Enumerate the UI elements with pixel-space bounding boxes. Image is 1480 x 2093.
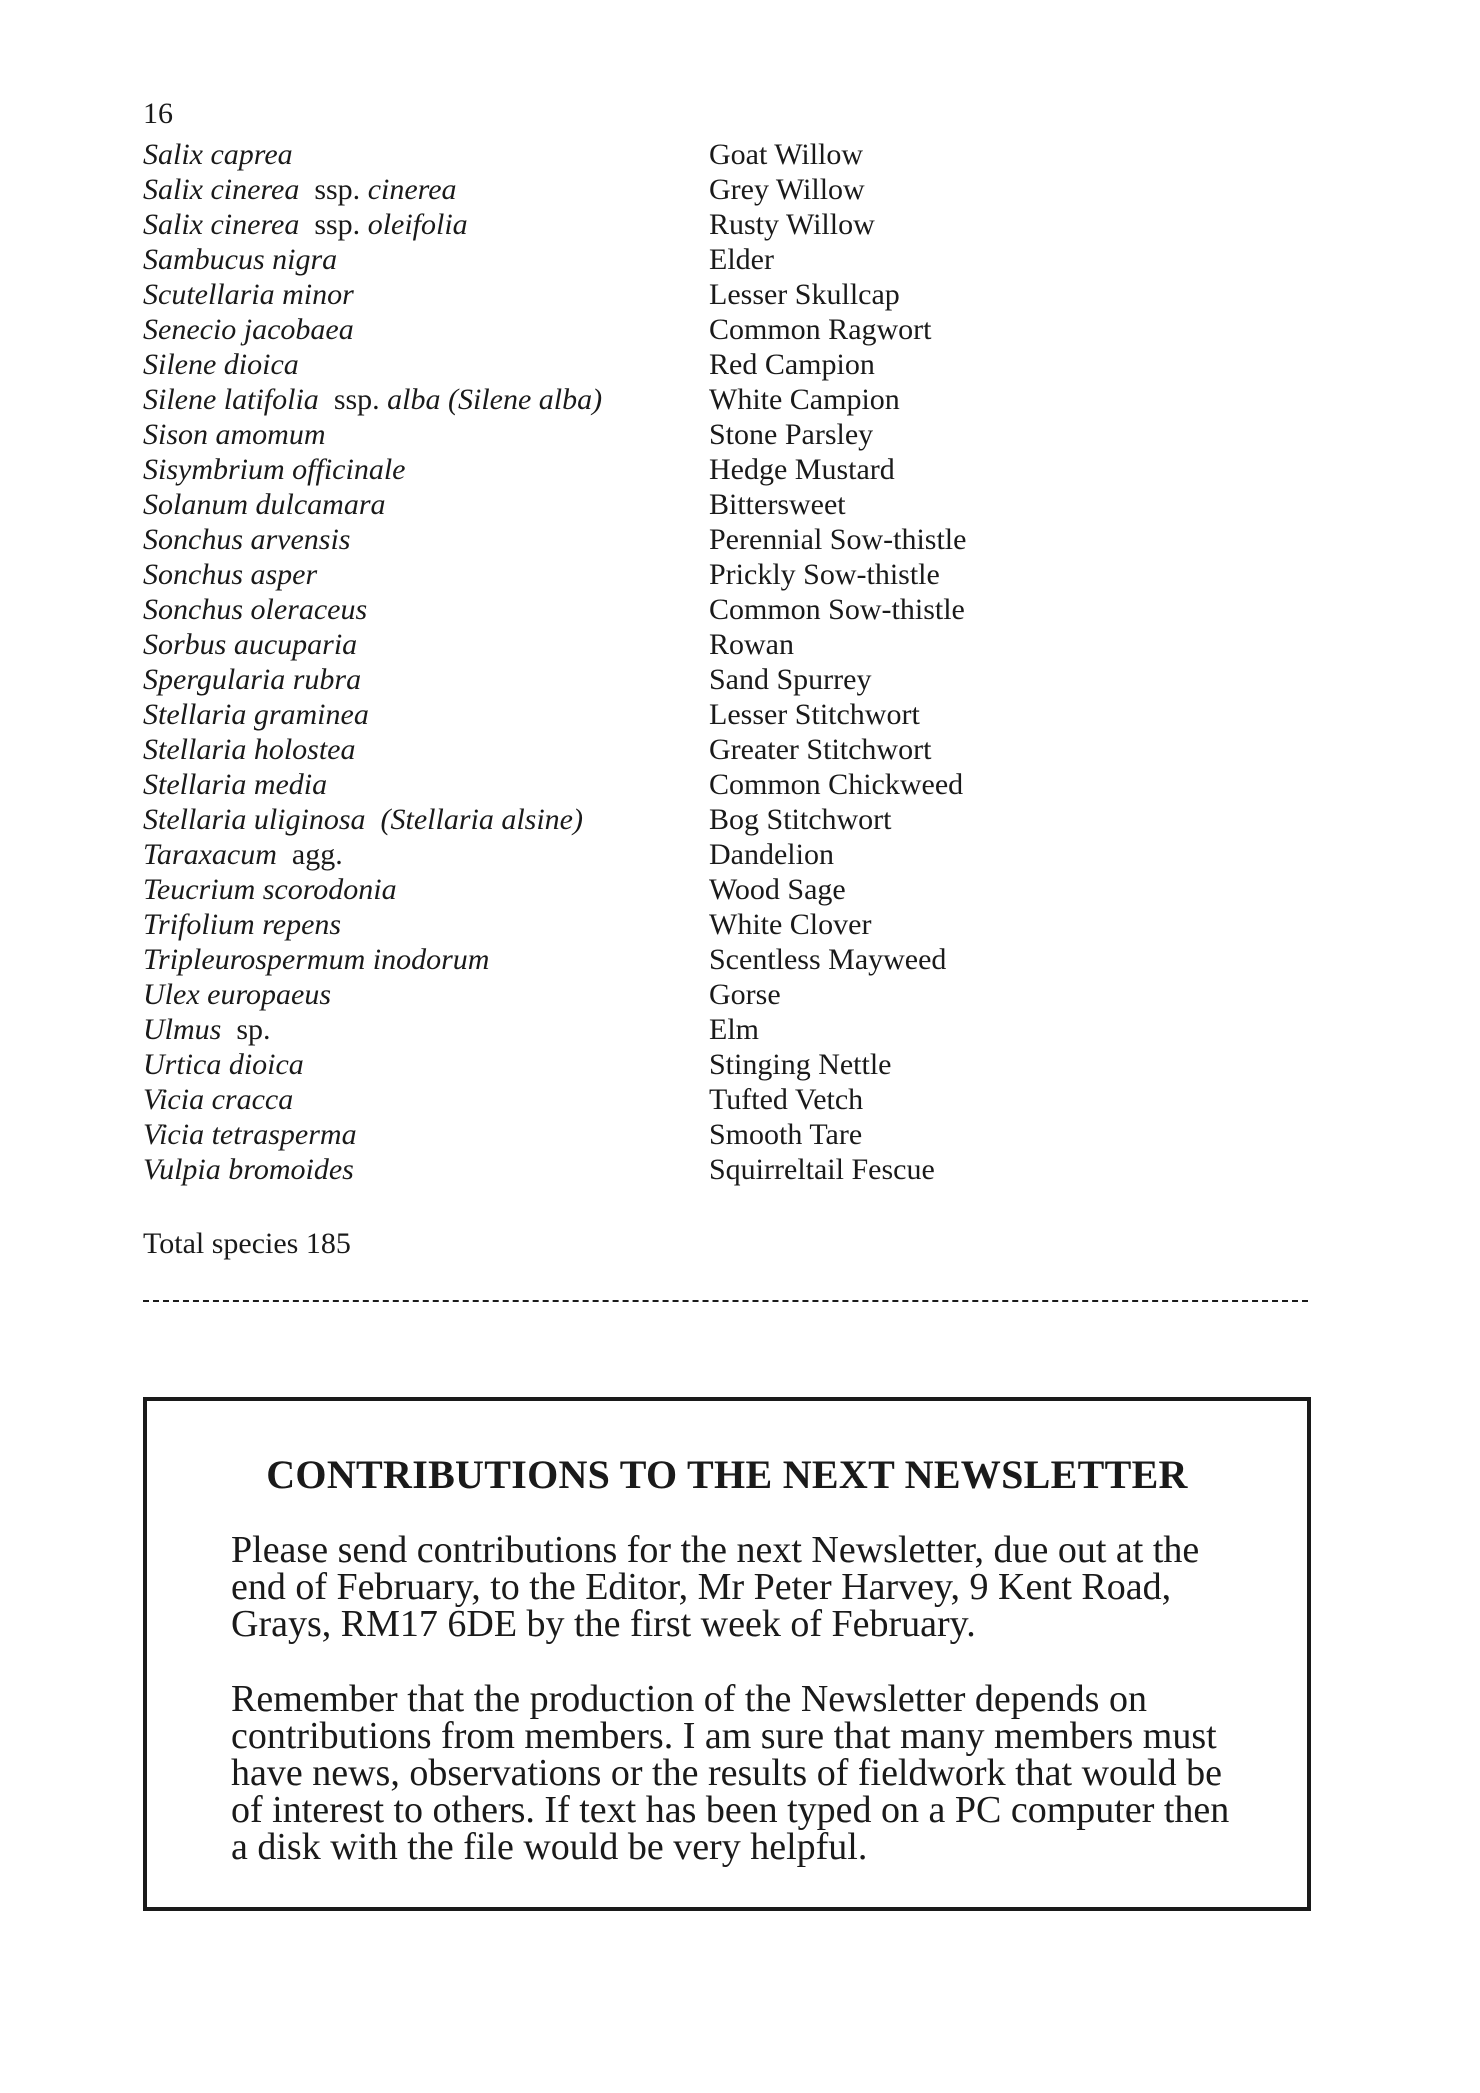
species-row: [143, 452, 1043, 487]
common-name: Prickly Sow-thistle: [709, 558, 940, 591]
common-name: Wood Sage: [709, 873, 846, 906]
common-name: Hedge Mustard: [709, 453, 895, 486]
common-name: Tufted Vetch: [709, 1083, 864, 1116]
latin-name-part: Silene latifolia: [143, 383, 319, 416]
common-name: Goat Willow: [709, 138, 864, 171]
latin-name-part: ssp.: [318, 383, 388, 416]
latin-name: [143, 767, 709, 802]
common-name: Rusty Willow: [709, 208, 875, 241]
latin-name: [143, 802, 709, 837]
contributions-box: [143, 1397, 1311, 1911]
latin-name: [143, 662, 709, 697]
species-row: [143, 697, 1043, 732]
latin-name-part: Senecio jacobaea: [143, 313, 354, 346]
species-row: [143, 627, 1043, 662]
latin-name-part: Sambucus nigra: [143, 243, 338, 276]
latin-name-part: Salix caprea: [143, 138, 293, 171]
species-row: [143, 137, 1043, 172]
latin-name: [143, 382, 709, 417]
latin-name-part: Trifolium repens: [143, 908, 342, 941]
common-name: Stone Parsley: [709, 418, 874, 451]
latin-name: [143, 277, 709, 312]
latin-name-part: Stellaria holostea: [143, 733, 356, 766]
latin-name: [143, 1012, 709, 1047]
species-row: [143, 802, 1043, 837]
latin-name: [143, 907, 709, 942]
species-row: [143, 732, 1043, 767]
latin-name: [143, 417, 709, 452]
common-name: Perennial Sow-thistle: [709, 523, 967, 556]
latin-name-part: Vicia tetrasperma: [143, 1118, 357, 1151]
latin-name: [143, 1047, 709, 1082]
species-row: [143, 487, 1043, 522]
latin-name: [143, 1152, 709, 1187]
contributions-paragraph-1: Please send contributions for the next Newsletter, due out at the end of February, to the Editor, Mr Peter Harvey, 9 Kent Road, Grays, RM17 6DE by the first week of February.: [231, 1529, 1200, 1645]
latin-name-part: agg.: [276, 838, 343, 871]
species-row: [143, 557, 1043, 592]
latin-name-part: Ulmus: [143, 1013, 222, 1046]
latin-name-part: Vulpia bromoides: [143, 1153, 354, 1186]
latin-name-part: Stellaria graminea: [143, 698, 369, 731]
common-name: Common Chickweed: [709, 768, 964, 801]
common-name: Dandelion: [709, 838, 834, 871]
common-name: White Clover: [709, 908, 872, 941]
common-name: Sand Spurrey: [709, 663, 872, 696]
dashed-divider: [143, 1300, 1308, 1302]
latin-name: [143, 977, 709, 1012]
latin-name: [143, 592, 709, 627]
latin-name-part: alba (Silene alba): [387, 383, 603, 416]
species-row: [143, 872, 1043, 907]
common-name: Bittersweet: [709, 488, 846, 521]
latin-name: [143, 732, 709, 767]
latin-name: [143, 347, 709, 382]
common-name: Elder: [709, 243, 774, 276]
species-row: [143, 242, 1043, 277]
latin-name: [143, 172, 709, 207]
species-row: [143, 522, 1043, 557]
latin-name-part: Teucrium scorodonia: [143, 873, 397, 906]
latin-name: [143, 452, 709, 487]
species-row: [143, 1047, 1043, 1082]
species-row: [143, 837, 1043, 872]
common-name: Red Campion: [709, 348, 875, 381]
latin-name-part: Ulex europaeus: [143, 978, 331, 1011]
species-row: [143, 1117, 1043, 1152]
latin-name-part: Vicia cracca: [143, 1083, 294, 1116]
common-name: Lesser Skullcap: [709, 278, 900, 311]
latin-name-part: Taraxacum: [143, 838, 277, 871]
species-row: [143, 207, 1043, 242]
latin-name-part: Salix cinerea: [143, 173, 300, 206]
latin-name-part: Urtica dioica: [143, 1048, 304, 1081]
latin-name-part: sp.: [221, 1013, 271, 1046]
page-number: 16: [143, 97, 173, 130]
species-row: [143, 592, 1043, 627]
latin-name-part: Tripleurospermum inodorum: [143, 943, 490, 976]
common-name: Stinging Nettle: [709, 1048, 892, 1081]
total-species: Total species 185: [143, 1227, 351, 1260]
latin-name-part: Stellaria media: [143, 768, 328, 801]
common-name: Lesser Stitchwort: [709, 698, 920, 731]
latin-name: [143, 872, 709, 907]
common-name: Gorse: [709, 978, 781, 1011]
latin-name: [143, 942, 709, 977]
species-row: [143, 382, 1043, 417]
latin-name: [143, 837, 709, 872]
latin-name-part: Sonchus arvensis: [143, 523, 351, 556]
species-row: [143, 1152, 1043, 1187]
common-name: Bog Stitchwort: [709, 803, 892, 836]
species-row: [143, 277, 1043, 312]
common-name: Grey Willow: [709, 173, 865, 206]
common-name: Smooth Tare: [709, 1118, 863, 1151]
species-row: [143, 977, 1043, 1012]
species-row: [143, 942, 1043, 977]
latin-name-part: Sisymbrium officinale: [143, 453, 406, 486]
latin-name: [143, 487, 709, 522]
latin-name-part: Silene dioica: [143, 348, 299, 381]
latin-name: [143, 557, 709, 592]
latin-name: [143, 1082, 709, 1117]
latin-name-part: Sonchus oleraceus: [143, 593, 368, 626]
latin-name-part: Stellaria uliginosa (Stellaria alsine): [143, 803, 583, 836]
species-row: [143, 347, 1043, 382]
latin-name-part: Scutellaria minor: [143, 278, 354, 311]
contributions-title: CONTRIBUTIONS TO THE NEXT NEWSLETTER: [266, 1452, 1188, 1497]
species-row: [143, 767, 1043, 802]
species-row: [143, 312, 1043, 347]
latin-name-part: ssp.: [299, 208, 368, 241]
species-row: [143, 907, 1043, 942]
common-name: White Campion: [709, 383, 900, 416]
latin-name-part: Spergularia rubra: [143, 663, 362, 696]
latin-name-part: ssp.: [299, 173, 368, 206]
latin-name: [143, 207, 709, 242]
latin-name-part: oleifolia: [367, 208, 468, 241]
latin-name: [143, 1117, 709, 1152]
common-name: Scentless Mayweed: [709, 943, 947, 976]
latin-name: [143, 312, 709, 347]
latin-name: [143, 697, 709, 732]
latin-name-part: Salix cinerea: [143, 208, 300, 241]
contributions-paragraph-2: Remember that the production of the Newsletter depends on contributions from members. I am sure that many members must have news, observations or the results of fieldwork that would be of interest to others. If text has been typed on a PC computer then a disk with the file would be very helpful.: [231, 1678, 1230, 1868]
species-row: [143, 662, 1043, 697]
species-list: [143, 137, 1043, 1187]
latin-name-part: Sorbus aucuparia: [143, 628, 358, 661]
latin-name-part: Solanum dulcamara: [143, 488, 386, 521]
latin-name-part: Sonchus asper: [143, 558, 318, 591]
species-row: [143, 172, 1043, 207]
latin-name-part: Sison amomum: [143, 418, 326, 451]
latin-name: [143, 242, 709, 277]
species-row: [143, 1012, 1043, 1047]
species-row: [143, 1082, 1043, 1117]
common-name: Common Ragwort: [709, 313, 932, 346]
latin-name: [143, 627, 709, 662]
common-name: Elm: [709, 1013, 759, 1046]
latin-name: [143, 137, 709, 172]
common-name: Common Sow-thistle: [709, 593, 965, 626]
latin-name-part: cinerea: [367, 173, 457, 206]
common-name: Rowan: [709, 628, 794, 661]
common-name: Greater Stitchwort: [709, 733, 932, 766]
common-name: Squirreltail Fescue: [709, 1153, 935, 1186]
latin-name: [143, 522, 709, 557]
species-row: [143, 417, 1043, 452]
